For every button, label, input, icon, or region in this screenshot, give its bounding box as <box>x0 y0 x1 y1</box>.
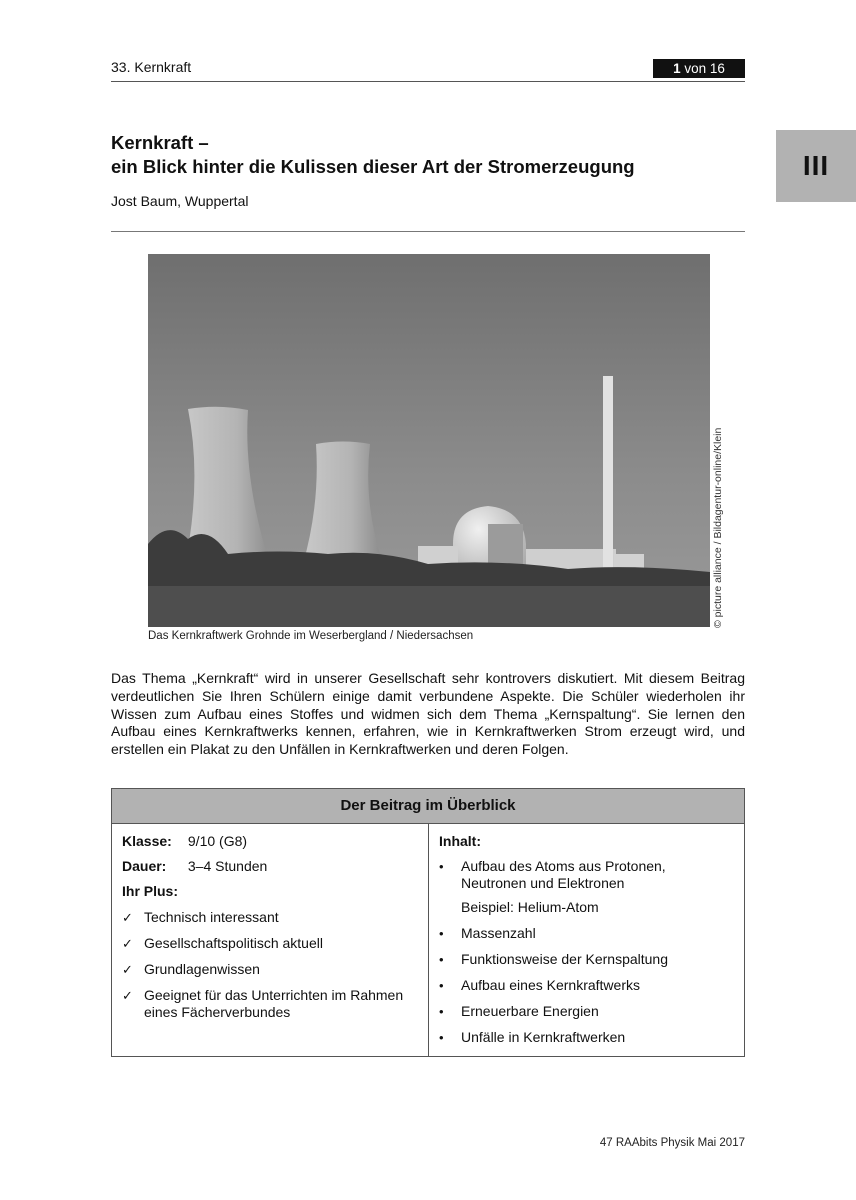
bullet-icon: • <box>439 859 444 874</box>
klasse-label: Klasse: <box>122 833 172 849</box>
chapter-title: 33. Kernkraft <box>111 59 192 75</box>
inhalt-item <box>439 951 734 968</box>
page-header <box>111 57 745 82</box>
divider <box>111 231 745 232</box>
inhalt-item <box>439 977 734 994</box>
klasse-value: 9/10 (G8) <box>187 833 248 849</box>
inhalt-item-text: Erneuerbare Energien <box>461 1003 599 1019</box>
plus-item-text: Geeignet für das Unterrichten im Rahmen eines Fächerverbundes <box>144 987 404 1020</box>
check-icon: ✓ <box>122 962 133 977</box>
inhalt-item-text: Massenzahl <box>461 925 536 941</box>
photo-caption: Das Kernkraftwerk Grohnde im Weserbergland / Niedersachsen <box>148 630 474 642</box>
intro-paragraph <box>111 670 745 759</box>
page-indicator <box>653 59 745 78</box>
plus-label: Ihr Plus: <box>122 883 179 899</box>
overview-left-column <box>112 824 429 1056</box>
overview-heading: Der Beitrag im Überblick <box>112 789 744 824</box>
page-total: von 16 <box>684 61 725 76</box>
footer-issue: 47 RAAbits Physik Mai 2017 <box>599 1137 745 1149</box>
plus-item-text: Grundlagenwissen <box>144 961 260 977</box>
chimney <box>603 376 613 576</box>
plus-item <box>122 935 418 952</box>
photo-credit: © picture alliance / Bildagentur-online/Klein <box>712 427 724 628</box>
inhalt-item <box>439 1029 734 1046</box>
plus-item <box>122 909 418 926</box>
title-line-1: Kernkraft – <box>111 132 209 153</box>
field <box>148 586 710 627</box>
inhalt-item <box>439 1003 734 1020</box>
dauer-value: 3–4 Stunden <box>187 858 268 874</box>
plus-item-text: Gesellschaftspolitisch aktuell <box>144 935 323 951</box>
inhalt-item-text: Aufbau eines Kernkraftwerks <box>461 977 640 993</box>
inhalt-item <box>439 858 734 892</box>
check-icon: ✓ <box>122 910 133 925</box>
inhalt-example: Beispiel: Helium-Atom <box>461 899 599 915</box>
bullet-icon: • <box>439 978 444 993</box>
intro-text: Das Thema „Kernkraft“ wird in unserer Gesellschaft sehr kontrovers diskutiert. Mit diesem Beitrag verdeutlichen Sie Ihren Schülern einige damit verbundene Aspekte. Die Schüler wiederholen ihr Wissen zum Aufbau eines Stoffes und widmen sich dem Thema „Kernspaltung“. Sie lernen den Aufbau eines Kernkraftwerks kennen, erfahren, wie in Kernkraftwerken Strom erzeugt wird, und erstellen ein Plakat zu den Unfällen in Kernkraftwerken und deren Folgen. <box>111 670 745 758</box>
plus-item-text: Technisch interessant <box>144 909 279 925</box>
author: Jost Baum, Wuppertal <box>111 193 249 209</box>
inhalt-label: Inhalt: <box>439 833 481 849</box>
bullet-icon: • <box>439 926 444 941</box>
dauer-row <box>122 858 418 874</box>
page-current: 1 <box>673 61 681 76</box>
section-tab: III <box>776 130 856 202</box>
page-title <box>111 131 731 179</box>
dauer-label: Dauer: <box>122 858 167 874</box>
bullet-icon: • <box>439 1004 444 1019</box>
inhalt-item <box>439 925 734 942</box>
inhalt-item-text: Funktionsweise der Kernspaltung <box>461 951 669 967</box>
plus-item <box>122 987 418 1021</box>
plus-item <box>122 961 418 978</box>
overview-box <box>111 788 745 1057</box>
check-icon: ✓ <box>122 936 133 951</box>
title-line-2: ein Blick hinter die Kulissen dieser Art der Stromerzeugung <box>111 156 635 177</box>
inhalt-item-text: Aufbau des Atoms aus Protonen, Neutronen und Elektronen <box>461 858 666 891</box>
bullet-icon: • <box>439 952 444 967</box>
photo-illustration <box>148 254 710 627</box>
overview-right-column <box>429 824 744 1056</box>
power-plant-photo <box>148 254 710 627</box>
klasse-row <box>122 833 418 849</box>
check-icon: ✓ <box>122 988 133 1003</box>
inhalt-item-text: Unfälle in Kernkraftwerken <box>461 1029 626 1045</box>
bullet-icon: • <box>439 1030 444 1045</box>
